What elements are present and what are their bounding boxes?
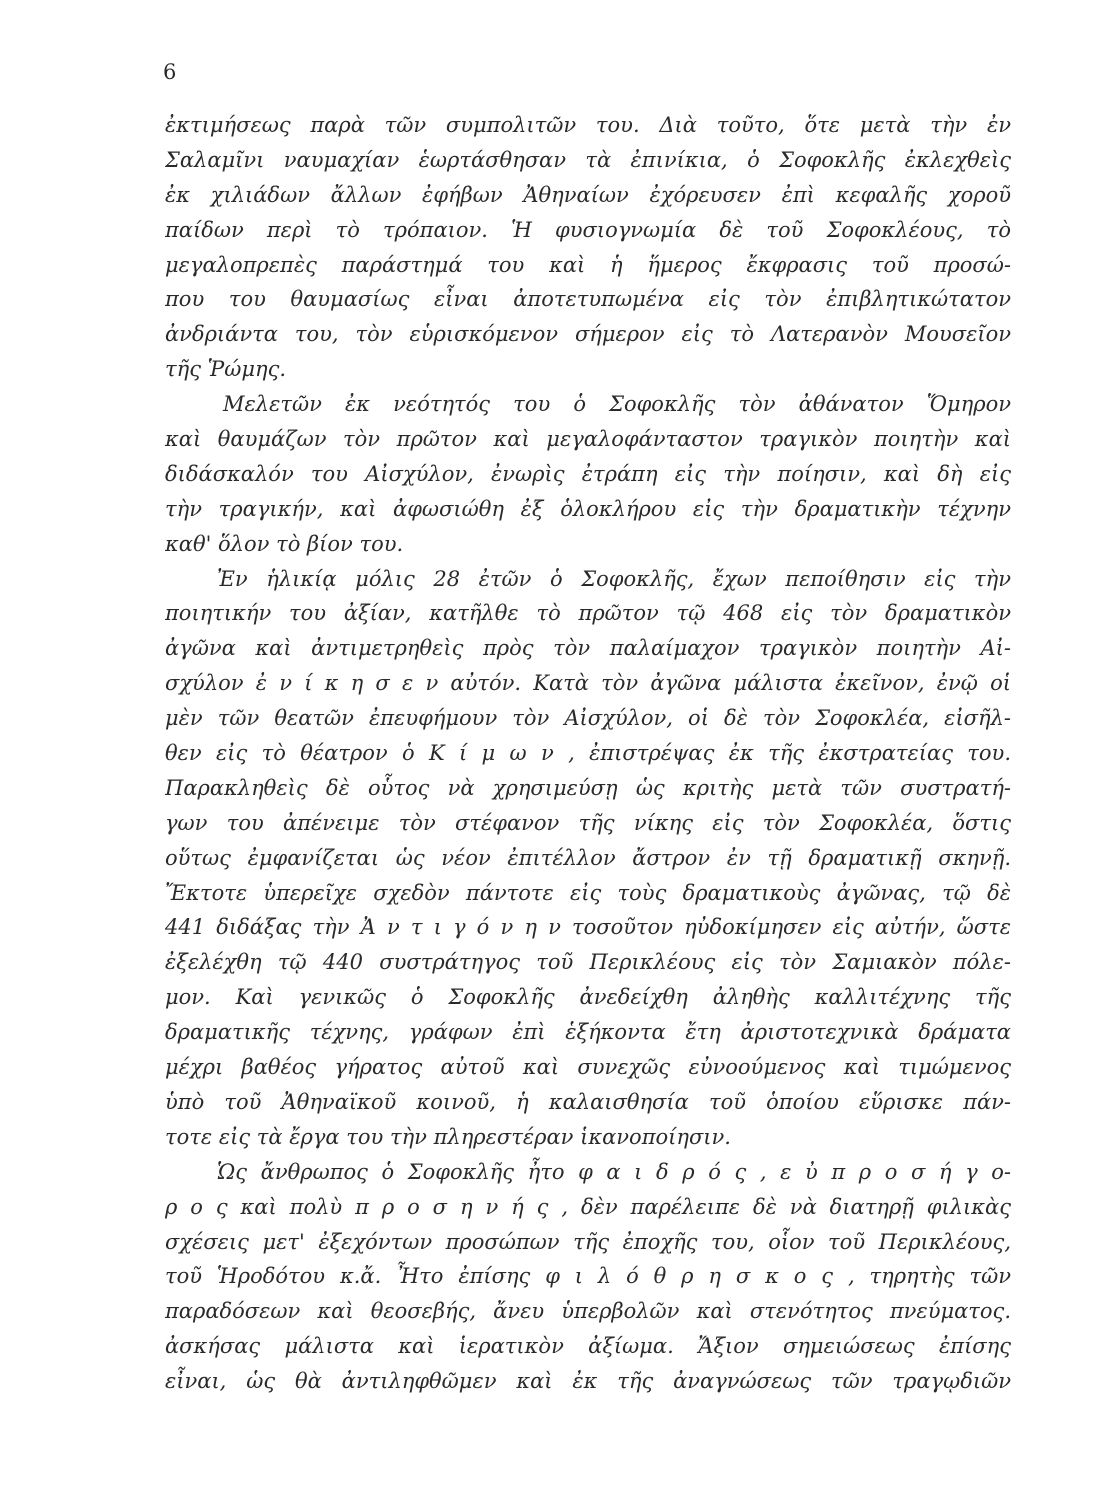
text-line: τοῦ Ἡροδότου κ.ἄ. Ἦτο ἐπίσης φ ι λ ό θ ρ η σ κ ο ς , τηρητὴς τῶν — [165, 1264, 1011, 1289]
text-line: σχέσεις μετ' ἐξεχόντων προσώπων τῆς ἐποχῆς του, οἷον τοῦ Περικλέους, — [165, 1229, 1011, 1254]
text-line: ἐξελέχθη τῷ 440 συστράτηγος τοῦ Περικλέους εἰς τὸν Σαμιακὸν πόλε- — [165, 950, 1011, 975]
text-line: μεγαλοπρεπὲς παράστημά του καὶ ἡ ἥμερος ἔκφρασις τοῦ προσώ- — [165, 252, 1011, 277]
text-line: ἀγῶνα καὶ ἀντιμετρηθεὶς πρὸς τὸν παλαίμαχον τραγικὸν ποιητὴν Αἰ- — [165, 636, 1011, 661]
text-line: τῆς Ῥώμης. — [165, 357, 287, 382]
text-line: δραματικῆς τέχνης, γράφων ἐπὶ ἑξήκοντα ἔτη ἀριστοτεχνικὰ δράματα — [165, 1020, 1011, 1045]
text-line: καὶ θαυμάζων τὸν πρῶτον καὶ μεγαλοφάνταστον τραγικὸν ποιητὴν καὶ — [165, 427, 1011, 452]
text-line: σχύλον ἐ ν ί κ η σ ε ν αὐτόν. Κατὰ τὸν ἀγῶνα μάλιστα ἐκεῖνον, ἐνῷ οἱ — [165, 671, 1011, 696]
text-line: εἶναι, ὡς θὰ ἀντιληφθῶμεν καὶ ἐκ τῆς ἀναγνώσεως τῶν τραγῳδιῶν — [165, 1369, 1011, 1394]
text-line: Μελετῶν ἐκ νεότητός του ὁ Σοφοκλῆς τὸν ἀθάνατον Ὅμηρον — [223, 392, 1011, 417]
text-line: παραδόσεων καὶ θεοσεβής, ἄνευ ὑπερβολῶν καὶ στενότητος πνεύματος. — [165, 1299, 1011, 1324]
text-line: ἐκτιμήσεως παρὰ τῶν συμπολιτῶν του. Διὰ τοῦτο, ὅτε μετὰ τὴν ἐν — [165, 113, 1011, 137]
text-line: τὴν τραγικήν, καὶ ἀφωσιώθη ἐξ ὁλοκλήρου εἰς τὴν δραματικὴν τέχνην — [165, 496, 1011, 521]
text-line: τοτε εἰς τὰ ἔργα του τὴν πληρεστέραν ἱκανοποίησιν. — [165, 1124, 731, 1149]
text-line: παίδων περὶ τὸ τρόπαιον. Ἡ φυσιογνωμία δὲ τοῦ Σοφοκλέους, τὸ — [165, 217, 1011, 242]
text-line: ἀνδριάντα του, τὸν εὑρισκόμενον σήμερον εἰς τὸ Λατερανὸν Μουσεῖον — [165, 322, 1011, 347]
text-line: μὲν τῶν θεατῶν ἐπευφήμουν τὸν Αἰσχύλον, οἱ δὲ τὸν Σοφοκλέα, εἰσῆλ- — [165, 706, 1011, 731]
text-line: ρ ο ς καὶ πολὺ π ρ ο σ η ν ή ς , δὲν παρέλειπε δὲ νὰ διατηρῇ φιλικὰς — [165, 1194, 1011, 1219]
text-line: γων του ἀπένειμε τὸν στέφανον τῆς νίκης εἰς τὸν Σοφοκλέα, ὅστις — [165, 810, 1011, 835]
text-line: μον. Καὶ γενικῶς ὁ Σοφοκλῆς ἀνεδείχθη ἀληθὴς καλλιτέχνης τῆς — [165, 985, 1011, 1010]
text-line: οὕτως ἐμφανίζεται ὡς νέον ἐπιτέλλον ἄστρον ἐν τῇ δραματικῇ σκηνῇ. — [165, 845, 1011, 870]
text-line: θεν εἰς τὸ θέατρον ὁ Κ ί μ ω ν , ἐπιστρέψας ἐκ τῆς ἐκστρατείας του. — [165, 741, 1011, 766]
text-line: Ἔκτοτε ὑπερεῖχε σχεδὸν πάντοτε εἰς τοὺς δραματικοὺς ἀγῶνας, τῷ δὲ — [165, 880, 1011, 905]
text-line: ἀσκήσας μάλιστα καὶ ἱερατικὸν ἀξίωμα. Ἄξιον σημειώσεως ἐπίσης — [165, 1334, 1011, 1359]
page-number: 6 — [163, 60, 177, 84]
text-line: 441 διδάξας τὴν Ἀ ν τ ι γ ό ν η ν τοσοῦτον ηὐδοκίμησεν εἰς αὐτήν, ὥστε — [165, 915, 1011, 940]
text-line: που του θαυμασίως εἶναι ἀποτετυπωμένα εἰς τὸν ἐπιβλητικώτατον — [165, 287, 1011, 312]
text-line: Ἐν ἡλικίᾳ μόλις 28 ἐτῶν ὁ Σοφοκλῆς, ἔχων πεποίθησιν εἰς τὴν — [217, 566, 1011, 591]
text-line: ποιητικήν του ἀξίαν, κατῆλθε τὸ πρῶτον τῷ 468 εἰς τὸν δραματικὸν — [165, 601, 1011, 626]
text-line: καθ' ὅλον τὸ βίον του. — [165, 531, 404, 556]
text-line: Παρακληθεὶς δὲ οὗτος νὰ χρησιμεύσῃ ὡς κριτὴς μετὰ τῶν συστρατή- — [165, 775, 1011, 800]
text-line: ἐκ χιλιάδων ἄλλων ἐφήβων Ἀθηναίων ἐχόρευσεν ἐπὶ κεφαλῆς χοροῦ — [165, 182, 1011, 207]
text-line: Ὡς ἄνθρωπος ὁ Σοφοκλῆς ἦτο φ α ι δ ρ ό ς , ε ὐ π ρ ο σ ή γ ο- — [217, 1159, 1011, 1184]
text-line: Σαλαμῖνι ναυμαχίαν ἑωρτάσθησαν τὰ ἐπινίκια, ὁ Σοφοκλῆς ἐκλεχθεὶς — [165, 147, 1011, 172]
body-text — [165, 108, 1011, 1399]
text-line: διδάσκαλόν του Αἰσχύλον, ἐνωρὶς ἐτράπη εἰς τὴν ποίησιν, καὶ δὴ εἰς — [165, 461, 1011, 486]
text-line: ὑπὸ τοῦ Ἀθηναϊκοῦ κοινοῦ, ἡ καλαισθησία τοῦ ὁποίου εὕρισκε πάν- — [165, 1089, 1011, 1114]
text-line: μέχρι βαθέος γήρατος αὐτοῦ καὶ συνεχῶς εὐνοούμενος καὶ τιμώμενος — [165, 1055, 1011, 1080]
